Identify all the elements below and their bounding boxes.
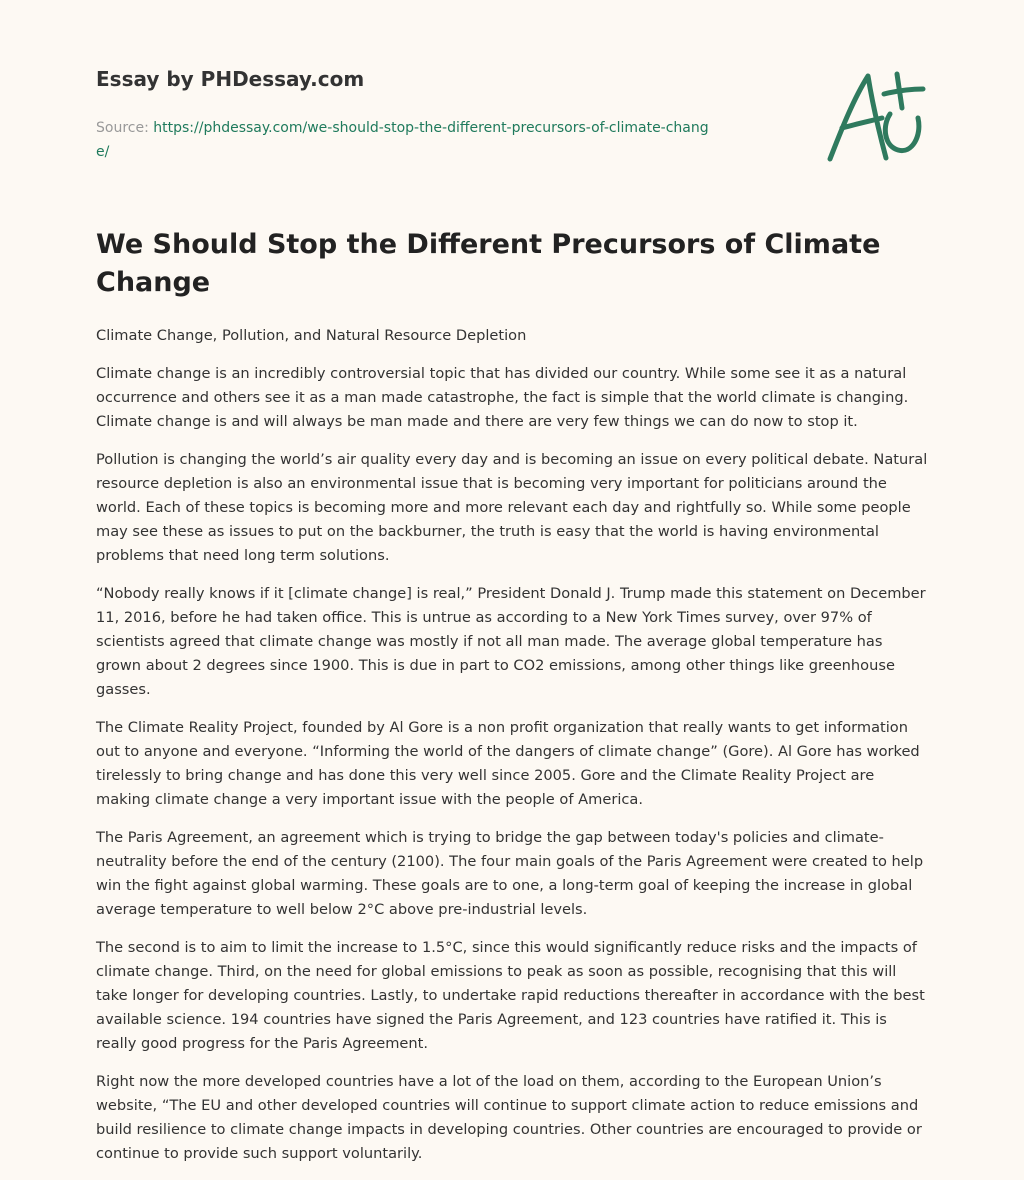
essay-content xyxy=(96,324,930,1180)
source-label: Source: xyxy=(96,120,154,136)
paragraph: The Climate Reality Project, founded by Al Gore is a non profit organization that really wants to get information out to anyone and everyone. “Informing the world of the dangers of climate change” (Gore). Al Gore has worked tirelessly to bring change and has done this very well since 2005. Gore and the Climate Reality Project are making climate change a very important issue with the people of America. xyxy=(96,719,920,808)
source-link[interactable]: https://phdessay.com/we-should-stop-the-different-precursors-of-climate-change/ xyxy=(96,120,709,160)
essay-subtitle: Climate Change, Pollution, and Natural Resource Depletion xyxy=(96,327,527,344)
paragraph: The second is to aim to limit the increase to 1.5°C, since this would significantly reduce risks and the impacts of climate change. Third, on the need for global emissions to peak as soon as possible, recognising that this will take longer for developing countries. Lastly, to undertake rapid reductions thereafter in accordance with the best available science. 194 countries have signed the Paris Agreement, and 123 countries have ratified it. This is really good progress for the Paris Agreement. xyxy=(96,939,925,1052)
source-line xyxy=(96,116,716,164)
paragraph: Right now the more developed countries have a lot of the load on them, according to the European Union’s website, “The EU and other developed countries will continue to support climate action to reduce emissions and build resilience to climate change impacts in developing countries. Other countries are encouraged to provide or continue to provide such support voluntarily. xyxy=(96,1073,922,1162)
paragraph: “Nobody really knows if it [climate change] is real,” President Donald J. Trump made this statement on December 11, 2016, before he had taken office. This is untrue as according to a New York Times survey, over 97% of scientists agreed that climate change was mostly if not all man made. The average global temperature has grown about 2 degrees since 1900. This is due in part to CO2 emissions, among other things like greenhouse gasses. xyxy=(96,585,926,698)
site-brand: Essay by PHDessay.com xyxy=(96,67,365,91)
essay-title: We Should Stop the Different Precursors of Climate Change xyxy=(96,229,881,298)
paragraph: The Paris Agreement, an agreement which is trying to bridge the gap between today's policies and climate-neutrality before the end of the century (2100). The four main goals of the Paris Agreement were created to help win the fight against global warming. These goals are to one, a long-term goal of keeping the increase in global average temperature to well below 2°C above pre-industrial levels. xyxy=(96,829,924,918)
paragraph: Climate change is an incredibly controversial topic that has divided our country. While some see it as a natural occurrence and others see it as a man made catastrophe, the fact is simple that the world climate is changing. Climate change is and will always be man made and there are very few things we can do now to stop it. xyxy=(96,365,909,430)
paragraph: Pollution is changing the world’s air quality every day and is becoming an issue on every political debate. Natural resource depletion is also an environmental issue that is becoming very important for politicians around the world. Each of these topics is becoming more and more relevant each day and rightfully so. While some people may see these as issues to put on the backburner, the truth is easy that the world is having environmental problems that need long term solutions. xyxy=(96,451,928,564)
header xyxy=(96,64,736,164)
a-plus-logo-icon xyxy=(820,66,930,166)
